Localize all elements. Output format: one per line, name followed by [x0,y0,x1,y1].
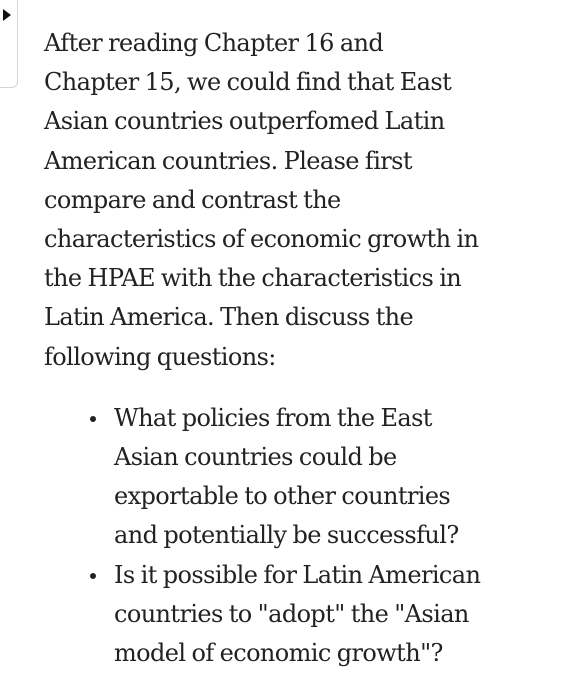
sidebar-toggle-button[interactable] [0,0,18,88]
intro-line: characteristics of economic growth in [44,225,479,254]
question-line: Asian countries could be [114,443,397,472]
intro-line: After reading Chapter 16 and [44,29,384,57]
intro-line: Chapter 15, we could find that East [44,68,452,97]
bullet-icon [90,416,96,422]
intro-paragraph [44,24,544,377]
question-item [114,399,544,556]
intro-line: the HPAE with the characteristics in [44,264,462,293]
caret-right-icon [3,9,11,21]
question-line: What policies from the East [114,403,432,432]
question-line: countries to "adopt" the "Asian [114,599,469,628]
intro-line: following questions: [44,342,276,371]
intro-line: American countries. Please first [44,146,412,175]
intro-line: Latin America. Then discuss the [44,303,414,332]
intro-line: Asian countries outperfomed Latin [44,107,445,136]
question-line: and potentially be successful? [114,521,459,550]
question-line: model of economic growth"? [114,639,443,668]
intro-line: compare and contrast the [44,185,341,214]
question-line: Is it possible for Latin American [114,560,481,589]
question-content [44,24,544,673]
question-item [114,556,544,674]
question-list [44,399,544,673]
question-line: exportable to other countries [114,482,451,511]
bullet-icon [90,573,96,579]
